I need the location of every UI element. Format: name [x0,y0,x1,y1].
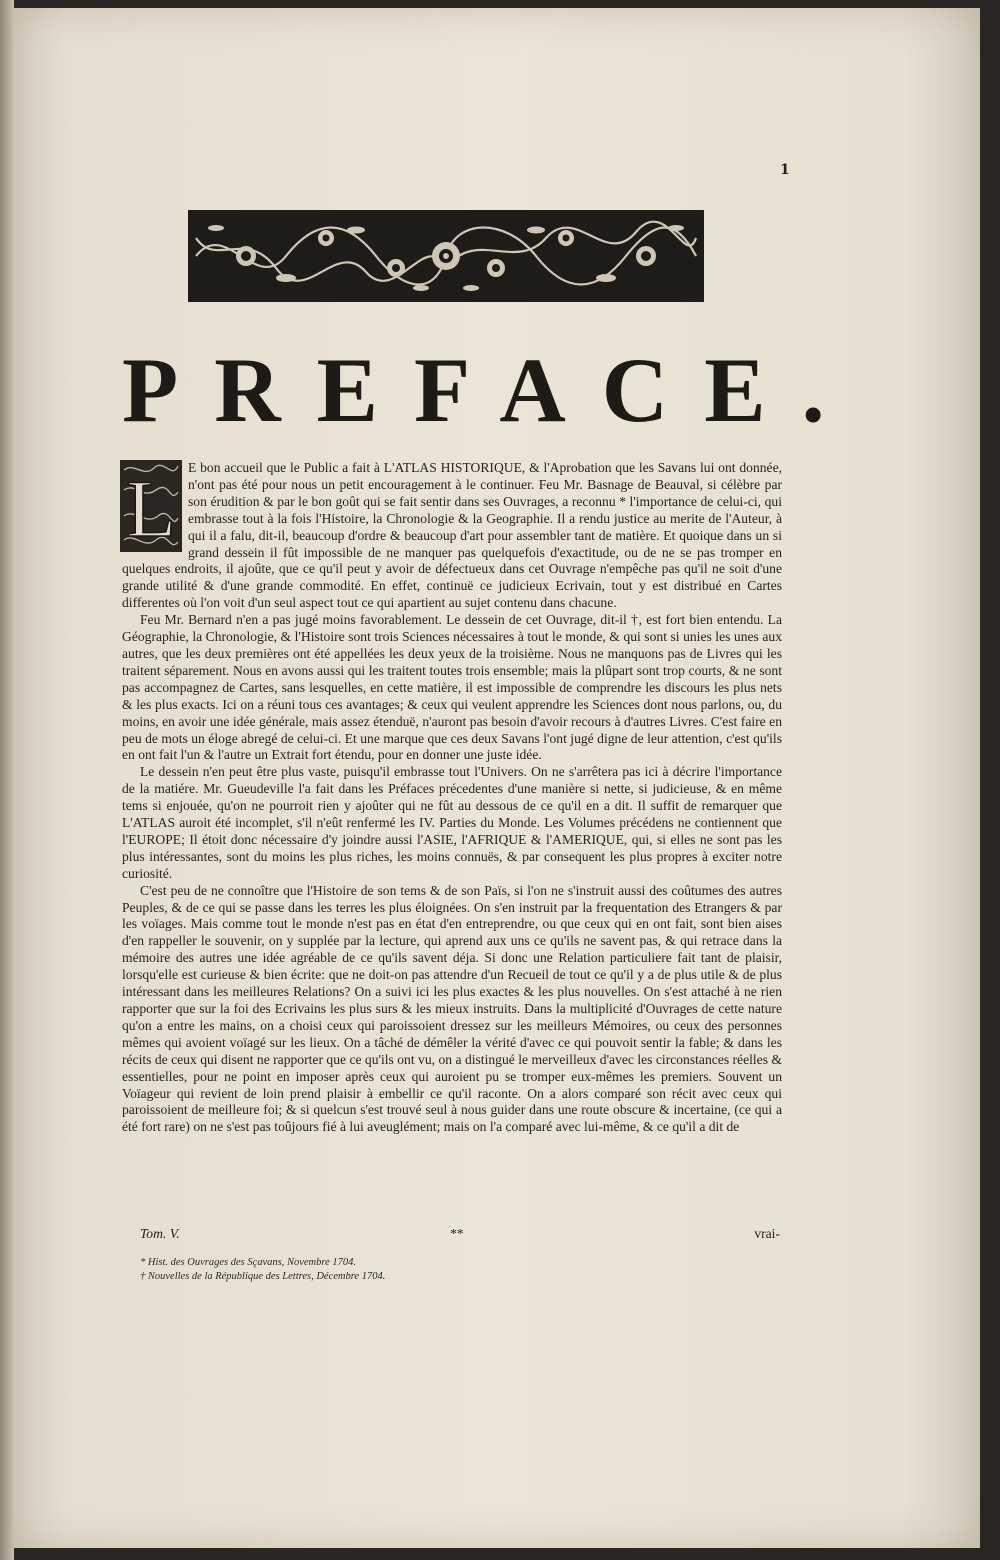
ornamental-headpiece-icon [186,208,706,304]
preface-body [122,460,782,1136]
paragraph-1: E bon accueil que le Public a fait à L'ATLAS HISTORIQUE, & l'Aprobation que les Savans lui ont donnée, n'ont pas été pour nous un petit encouragement à le continuer. Feu Mr. Basnage de Beauval, si célèbre par son érudition & par le bon goût qui se fait sentir dans ses Ouvrages, a reconnu * l'importance de celui-ci, qui embrasse tout à la fois l'Histoire, la Chronologie & la Geographie. Il a rendu justice au merite de l'Auteur, à qui il a falu, dit-il, beaucoup d'ordre & beaucoup d'art pour assembler tant de matière. Et quoique dans un si grand dessein il fût impossible de ne manquer pas quelquefois d'exactitude, ou de ne se pas tromper en quelques endroits, il ajoûte, que ce qu'il peut y avoir de défectueux dans cet Ouvrage n'empêche pas qu'il ne soit d'une grande utilité & d'une grande commodité. En effet, continuë ce judicieux Ecrivain, tout y est distribué en Cartes differentes où l'on voit d'un seul aspect tout ce qui apartient au sujet contenu dans chacune. [122,460,782,611]
book-gutter [0,0,14,1560]
paragraph-2: Feu Mr. Bernard n'en a pas jugé moins favorablement. Le dessein de cet Ouvrage, dit-il †, est fort bien entendu. La Géographie, la Chronologie, & l'Histoire sont trois Sciences nécessaires à tout le monde, & qui sont si unies les unes aux autres, que les deux premières ont été appellées les deux yeux de la troisième. Nous ne manquons pas de Livres qui les traitent séparement. Nous en avons aussi qui les traitent toutes trois ensemble; mais la plûpart sont trop courts, & ne sont pas accompagnez de Cartes, sans lesquelles, en cette matière, il est impossible de comprendre les discours les plus nets & les plus exacts. Ici on a réuni tous ces avantages; & ceux qui veulent apprendre les Sciences dont nous parlons, ou, du moins, en avoir une idée générale, mais assez étenduë, n'auront pas besoin d'avoir recours à d'autres Livres. C'est faire en peu de mots un éloge abregé de celui-ci. Et une marque que ces deux Savans l'ont jugé digne de leur attention, c'est qu'ils en ont fait l'un & l'autre un Extrait fort étendu, pour en donner une juste idée. [122,612,782,763]
footnote-2: † Nouvelles de la République des Lettres, Décembre 1704. [140,1271,386,1282]
page-number: 1 [780,162,790,178]
page-title: PREFACE. [122,339,861,441]
paragraph-4: C'est peu de ne connoître que l'Histoire de son tems & de son Païs, si l'on ne s'instruit aussi des coûtumes des autres Peuples, & de ce qui se passe dans les terres les plus éloignées. On s'en instruit par la frequentation des Etrangers & par les voïages. Mais comme tout le monde n'est pas en état d'en entreprendre, ou que ceux qui en ont fait, sont bien aises d'en rappeller le souvenir, on y supplée par la lecture, qui aprend aux uns ce qu'ils ne savent pas, & qui retrace dans la mémoire des autres une idée agréable de ce qu'ils savent déja. Si donc une Relation particuliere fait tant de plaisir, lorsqu'elle est curieuse & bien écrite: que ne doit-on pas attendre d'un Recueil de tout ce qu'il y a de plus utile & de plus intéressant dans les meilleures Relations? On a suivi ici les plus exactes & les plus nouvelles. On s'est attaché à ne rien rapporter que sur la foi des Ecrivains les plus surs & les mieux instruits. Dans la multiplicité d'Ouvrages de cette nature qu'on a entre les mains, on a choisi ceux qui paroissoient dressez sur les meilleurs Mémoires, ou ceux des personnes mêmes qui avoient voïagé sur les lieux. On a tâché de démêler la vérité d'avec ce qui pouvoit sentir la fable; & dans les récits de ceux qui disent ne rapporter que ce qu'ils ont vu, on a distingué le merveilleux d'avec les circonstances réelles & essentielles, pour ne point en imposer après ceux qui auroient pu se tromper eux-mêmes les premiers. Souvent un Voïageur qui revient de loin prend plaisir à embellir ce qu'il raconte. On a alors comparé son récit avec ceux qui paroissoient de meilleure foi; & si quelcun s'est trouvé seul à nous guider dans une route obscure & incertaine, (ce qui a été fort rare) on ne s'est pas toûjours fié à lui aveuglément; mais on l'a comparé avec lui-même, & ce qu'il a dit de [122,882,782,1135]
signature-line [140,1226,780,1244]
catchword: vrai- [754,1226,780,1241]
footnotes [140,1256,640,1284]
paragraph-3: Le dessein n'en peut être plus vaste, puisqu'il embrasse tout l'Univers. On ne s'arrêtera pas ici à décrire l'importance de la matiére. Mr. Gueudeville l'a fait dans les Préfaces précedentes d'une manière si nette, si judicieuse, & en même tems si enjouée, qu'on ne pourroit rien y ajoûter qui ne fût au dessous de ce qu'il en a dit. Il suffit de remarquer que L'ATLAS auroit été incomplet, s'il n'eût renfermé les IV. Parties du Monde. Les Volumes précédens ne contiennent que l'EUROPE; Il étoit donc nécessaire d'y joindre aussi l'ASIE, l'AFRIQUE & l'AMERIQUE, qui, si elles ne sont pas les plus intéressantes, sont du moins les plus riches, les moins connuës, & par consequent les plus propres à exciter notre curiosité. [122,764,782,881]
signature: Tom. V. [140,1226,180,1241]
signature-mark: ** [450,1226,464,1241]
svg-text:L: L [125,463,177,552]
footnote-1: * Hist. des Ouvrages des Sçavans, Novembre 1704. [140,1257,356,1268]
